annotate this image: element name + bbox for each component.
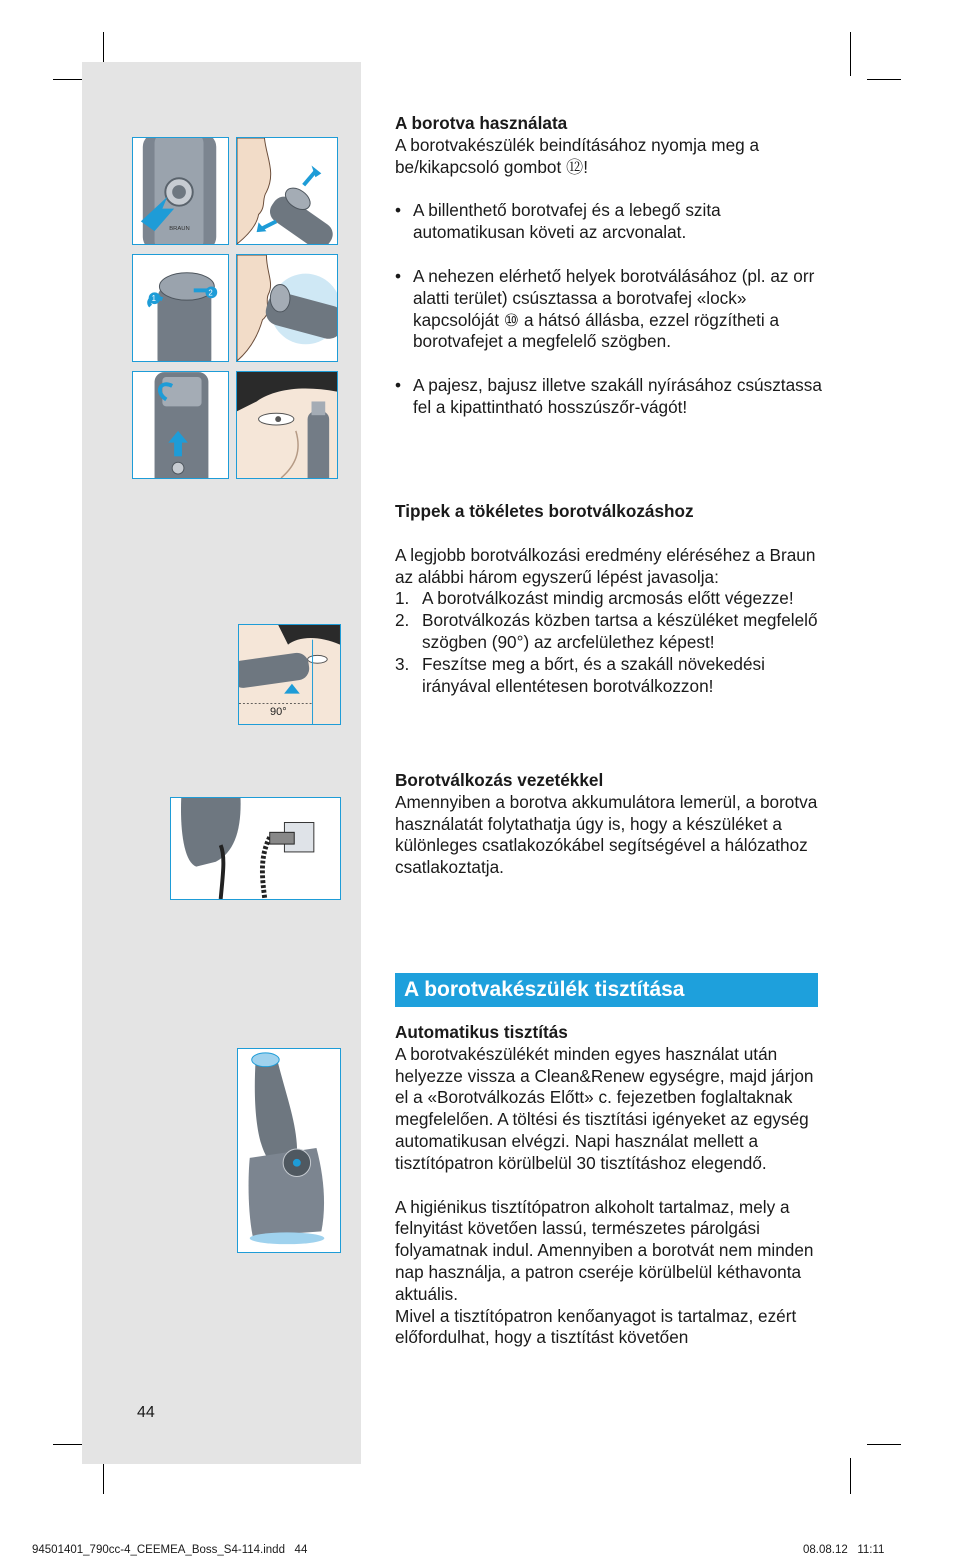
- section-heading: Tippek a tökéletes borotválkozáshoz: [395, 501, 694, 521]
- section-heading: Borotválkozás vezetékkel: [395, 770, 604, 790]
- figure-clean-renew-station: [237, 1048, 341, 1253]
- paragraph: Amennyiben a borotva akkumulátora lemerül, a borotva használatát folytathatja úgy is, hogy a készüléket a különleges csatlakozókábel segítségével a hálózathoz csatlakoztatja.: [395, 791, 818, 878]
- section-using-shaver: [395, 113, 825, 419]
- bullet-item: • A pajesz, bajusz illetve szakáll nyírásához csúsztassa fel a kipattintható hosszúszőr-vágót!: [395, 375, 825, 419]
- section-heading: A borotva használata: [395, 113, 568, 133]
- crop-mark: [53, 1444, 83, 1445]
- step-1-label: 1: [151, 294, 156, 304]
- list-item: 1. A borotválkozást mindig arcmosás előtt végezze!: [395, 588, 794, 609]
- figure-shaving-angle: [238, 624, 341, 725]
- paragraph: A borotvakészülékét minden egyes használat után helyezze vissza a Clean&Renew egységre, majd járjon el a «Borotválkozás Előtt» c. fejezetben foglaltaknak megfelelően. A töltési és tisztítási igényeket az egység automatikusan elvégzi. Napi használat mellett a tisztítópatron körülbelül 30 tisztításhoz elegendő.: [395, 1043, 814, 1173]
- section-heading: Automatikus tisztítás: [395, 1022, 568, 1042]
- paragraph: A higiénikus tisztítópatron alkoholt tartalmaz, mely a felnyitást követően lassú, természetes párolgási folyamatnak indul. Amennyiben a borotvát nem minden nap használja, a patron cseréje körülbelül kéthavonta aktuális.: [395, 1196, 814, 1304]
- section-cord-shaving: [395, 770, 825, 879]
- section-automatic-cleaning: [395, 1022, 825, 1349]
- figure-longhair-trimmer: [132, 371, 229, 479]
- paragraph: A legjobb borotválkozási eredmény eléréséhez a Braun az alábbi három egyszerű lépést javasolja:: [395, 544, 816, 587]
- crop-mark: [867, 1444, 901, 1445]
- paragraph: A borotvakészülék beindításához nyomja meg a be/kikapcsoló gombot ⑫!: [395, 134, 760, 177]
- brand-mark: BRAUN: [169, 226, 190, 233]
- crop-mark: [53, 79, 83, 80]
- crop-mark: [850, 1458, 851, 1494]
- figure-lock-switch: [132, 254, 229, 362]
- angle-label: 90°: [270, 706, 287, 718]
- crop-mark: [867, 79, 901, 80]
- list-item: 2. Borotválkozás közben tartsa a készüléket megfelelő szögben (90°) az arcfelülethez képest!: [395, 610, 818, 652]
- footer-file-info: 94501401_790cc-4_CEEMEA_Boss_S4-114.indd 44: [32, 1544, 308, 1556]
- section-shaving-tips: [395, 501, 825, 697]
- page-number: 44: [137, 1404, 155, 1421]
- list-item: 3. Feszítse meg a bőrt, és a szakáll növekedési irányával ellentétesen borotválkozzon!: [395, 653, 765, 696]
- crop-mark: [850, 32, 851, 76]
- figure-face-contour: [236, 137, 338, 245]
- figure-nose-area: [236, 254, 338, 362]
- figure-sideburn-trim: [236, 371, 338, 479]
- bullet-item: • A billenthető borotvafej és a lebegő szita automatikusan követi az arcvonalat.: [395, 200, 825, 244]
- step-2-label: 2: [208, 288, 213, 298]
- figure-cord-operation: [170, 797, 341, 900]
- paragraph: Mivel a tisztítópatron kenőanyagot is tartalmaz, ezért előfordulhat, hogy a tisztítást követően: [395, 1305, 797, 1348]
- bullet-item: • A nehezen elérhető helyek borotválásához (pl. az orr alatti terület) csúsztassa a borotvafej «lock» kapcsolóját ⑩ a hátsó állásba, ezzel rögzítheti a borotvafejet a megfelelő szögben.: [395, 266, 825, 353]
- section-banner: A borotvakészülék tisztítása: [395, 973, 818, 1007]
- footer-date: 08.08.12 11:11: [803, 1544, 885, 1556]
- figure-power-button: [132, 137, 229, 245]
